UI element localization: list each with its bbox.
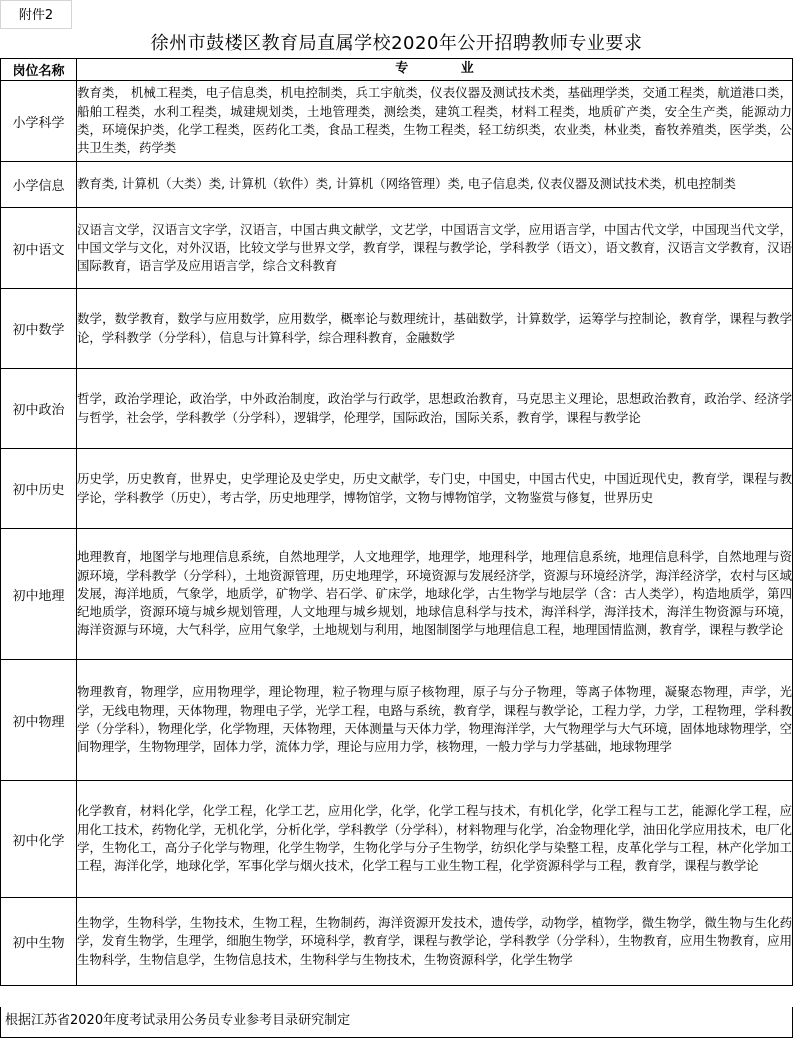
major-cell: 数学，数学教育，数学与应用数学，应用数学，概率论与数理统计，基础数学，计算数学，运筹学与控制论，教育学，课程与教学论，学科教学（分学科），信息与计算科学，综合理科教育，金融数学 [77, 289, 793, 369]
major-cell: 教育类, 计算机（大类）类, 计算机（软件）类, 计算机（网络管理）类, 电子信息类, 仪表仪器及测试技术类，机电控制类 [77, 162, 793, 208]
major-cell: 历史学，历史教育，世界史，史学理论及史学史，历史文献学，专门史，中国史，中国古代史，中国近现代史，教育学，课程与教学论，学科教学（历史），考古学，历史地理学，博物馆学，文物与博物馆学，文物鉴赏与修复，世界历史 [77, 449, 793, 529]
position-cell: 初中化学 [1, 781, 77, 898]
position-cell: 初中语文 [1, 208, 77, 289]
header-major: 专 业 [77, 59, 793, 81]
table-row [1, 289, 793, 369]
position-cell: 初中地理 [1, 529, 77, 660]
major-cell: 物理教育，物理学，应用物理学，理论物理，粒子物理与原子核物理，原子与分子物理，等离子体物理，凝聚态物理，声学，光学，无线电物理，天体物理，物理电子学，光学工程，电路与系统，教育学，课程与教学论，工程力学，力学，工程物理，学科教学（分学科），物理化学，化学物理，天体物理，天体测量与天体力学，物理海洋学，大气物理学与大气环境，固体地球物理学，空间物理学，生物物理学，固体力学，流体力学，理论与应用力学，核物理，一般力学与力学基础，地球物理学 [77, 660, 793, 781]
table-row [1, 208, 793, 289]
table-row [1, 81, 793, 162]
attachment-row [0, 0, 793, 30]
position-cell: 小学信息 [1, 162, 77, 208]
table-row [1, 369, 793, 449]
major-cell: 化学教育，材料化学，化学工程，化学工艺，应用化学，化学，化学工程与技术，有机化学，化学工程与工艺，能源化学工程，应用化工技术，药物化学，无机化学，分析化学，学科教学（分学科），材料物理与化学，冶金物理化学，油田化学应用技术，电厂化学，生物化工，高分子化学与物理，化学生物学，生物化学与分子生物学，纺织化学与染整工程，皮革化学与工程，林产化学加工工程，海洋化学，地球化学，军事化学与烟火技术，化学工程与工业生物工程，化学资源科学与工程，教育学，课程与教学论 [77, 781, 793, 898]
position-cell: 初中政治 [1, 369, 77, 449]
table-header-row [1, 59, 793, 81]
position-cell: 初中生物 [1, 898, 77, 986]
major-cell: 汉语言文学，汉语言文字学，汉语言，中国古典文献学，文艺学，中国语言文学，应用语言学，中国古代文学，中国现当代文学，中国文学与文化，对外汉语，比较文学与世界文学，教育学，课程与教学论，学科教学（语文），语文教育，汉语言文学教育，汉语国际教育，语言学及应用语言学，综合文科教育 [77, 208, 793, 289]
table-row [1, 660, 793, 781]
table-row [1, 898, 793, 986]
major-cell: 哲学，政治学理论，政治学，中外政治制度，政治学与行政学，思想政治教育，马克思主义理论，思想政治教育，政治学、经济学与哲学，社会学，学科教学（分学科），逻辑学，伦理学，国际政治，国际关系，教育学，课程与教学论 [77, 369, 793, 449]
table-row [1, 449, 793, 529]
table-row [1, 781, 793, 898]
major-cell: 教育类， 机械工程类，电子信息类，机电控制类，兵工宇航类，仪表仪器及测试技术类，基础理学类，交通工程类，航道港口类，船舶工程类，水利工程类，城建规划类，土地管理类，测绘类，建筑工程类，材料工程类，地质矿产类，安全生产类，能源动力类，环境保护类，化学工程类，医药化工类，食品工程类，生物工程类，轻工纺织类，农业类，林业类，畜牧养殖类，医学类，公共卫生类，药学类 [77, 81, 793, 162]
attachment-label: 附件2 [0, 0, 72, 29]
major-cell: 生物学，生物科学，生物技术，生物工程，生物制药，海洋资源开发技术，遗传学，动物学，植物学，微生物学，微生物与生化药学，发育生物学，生理学，细胞生物学，环境科学，教育学，课程与教学论，学科教学（分学科），生物教育，应用生物教育，应用生物科学，生物信息学，生物信息技术，生物科学与生物技术，生物资源科学，化学生物学 [77, 898, 793, 986]
document-title: 徐州市鼓楼区教育局直属学校2020年公开招聘教师专业要求 [150, 33, 643, 54]
position-cell: 初中历史 [1, 449, 77, 529]
table-row [1, 529, 793, 660]
position-cell: 初中数学 [1, 289, 77, 369]
table-row [1, 162, 793, 208]
position-cell: 初中物理 [1, 660, 77, 781]
header-position: 岗位名称 [1, 59, 77, 81]
requirements-table [0, 58, 793, 986]
major-cell: 地理教育，地图学与地理信息系统，自然地理学，人文地理学，地理学，地理科学，地理信息系统，地理信息科学，自然地理与资源环境，学科教学（分学科），土地资源管理，历史地理学，环境资源与发展经济学，资源与环境经济学，海洋经济学，农村与区域发展，海洋地质，气象学，地质学，矿物学、岩石学、矿床学，地球化学，古生物学与地层学（含：古人类学），构造地质学，第四纪地质学，资源环境与城乡规划管理，人文地理与城乡规划，地球信息科学与技术，海洋科学，海洋技术，海洋生物资源与环境，海洋资源与环境，大气科学，应用气象学，土地规划与利用，地图制图学与地理信息工程，地理国情监测，教育学，课程与教学论 [77, 529, 793, 660]
position-cell: 小学科学 [1, 81, 77, 162]
footer-note: 根据江苏省2020年度考试录用公务员专业参考目录研究制定 [0, 1007, 793, 1038]
